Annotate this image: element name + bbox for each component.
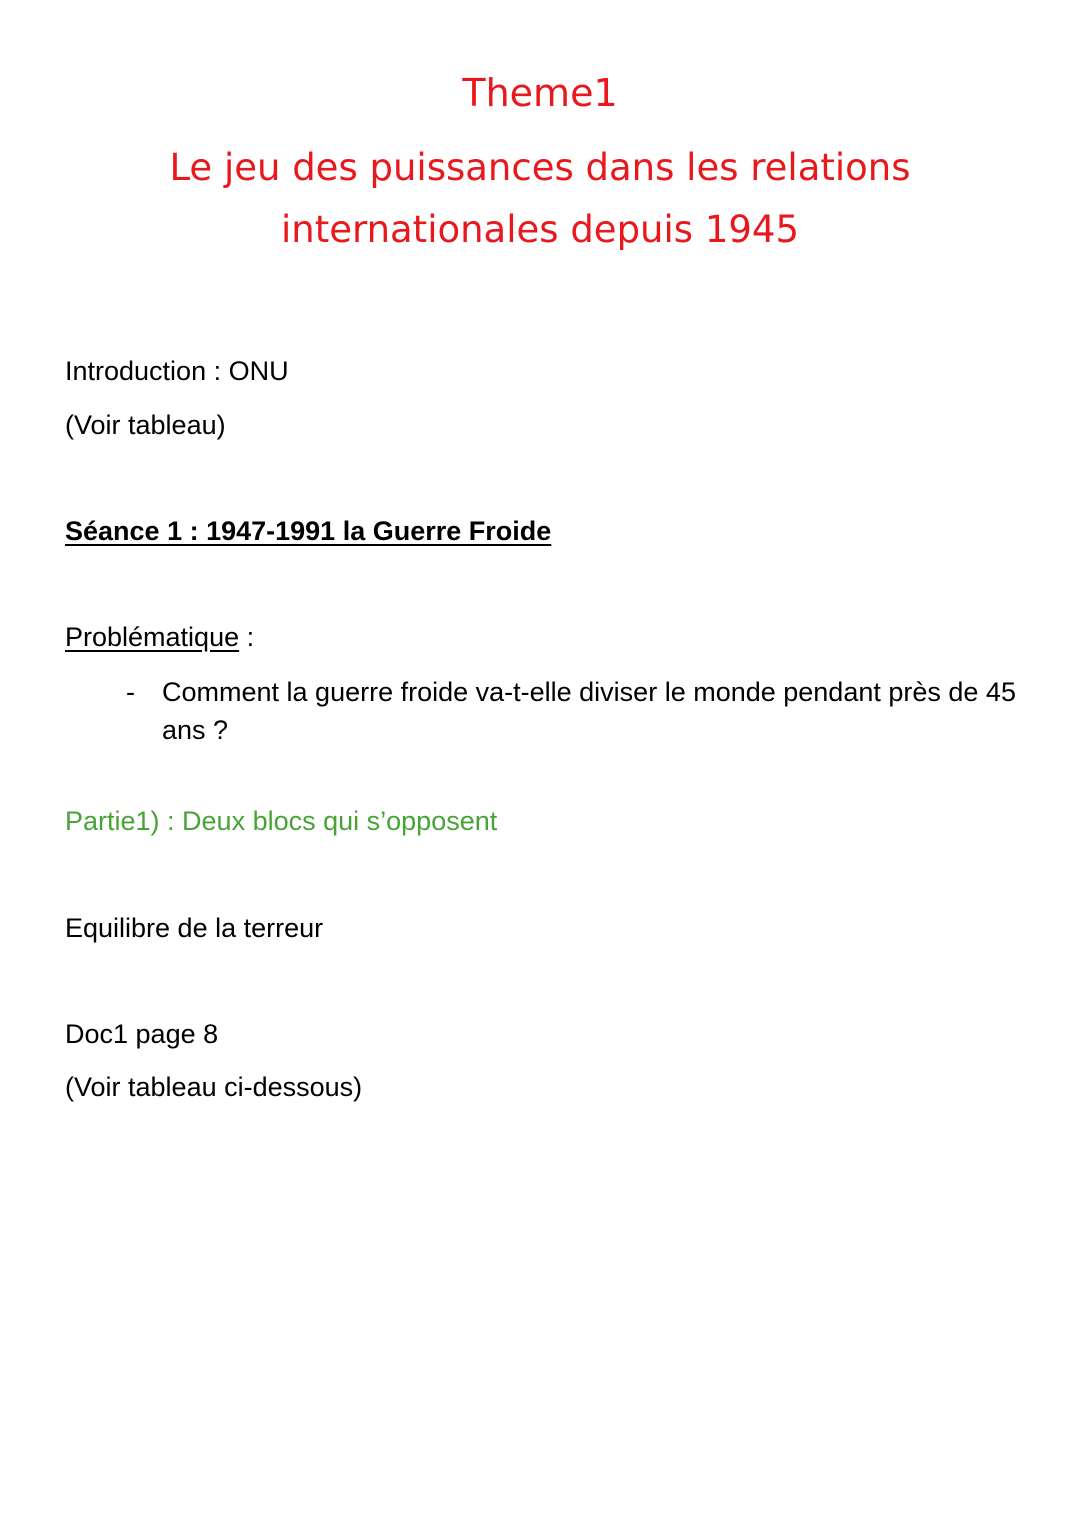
intro-note: (Voir tableau): [65, 410, 226, 440]
intro-heading: Introduction : ONU: [65, 356, 289, 386]
bullet-text: Comment la guerre froide va-t-elle diviser le monde pendant près de 45 ans ?: [162, 677, 1016, 745]
problematique-heading: [65, 620, 254, 654]
equilibre-text: Equilibre de la terreur: [65, 913, 324, 943]
theme-label: Theme1: [462, 71, 618, 115]
problematique-label: Problématique: [65, 622, 240, 652]
partie1-title: Partie1) : Deux blocs qui s’opposent: [65, 806, 498, 836]
theme-title: Le jeu des puissances dans les relations internationales depuis 1945: [169, 146, 911, 251]
doc-note: (Voir tableau ci-dessous): [65, 1072, 363, 1102]
bullet-dash: -: [126, 677, 135, 707]
problematique-colon: :: [239, 622, 255, 652]
problematique-bullet: [126, 673, 1016, 749]
seance-title: Séance 1 : 1947-1991 la Guerre Froide: [65, 516, 552, 546]
doc-reference: Doc1 page 8: [65, 1019, 219, 1049]
